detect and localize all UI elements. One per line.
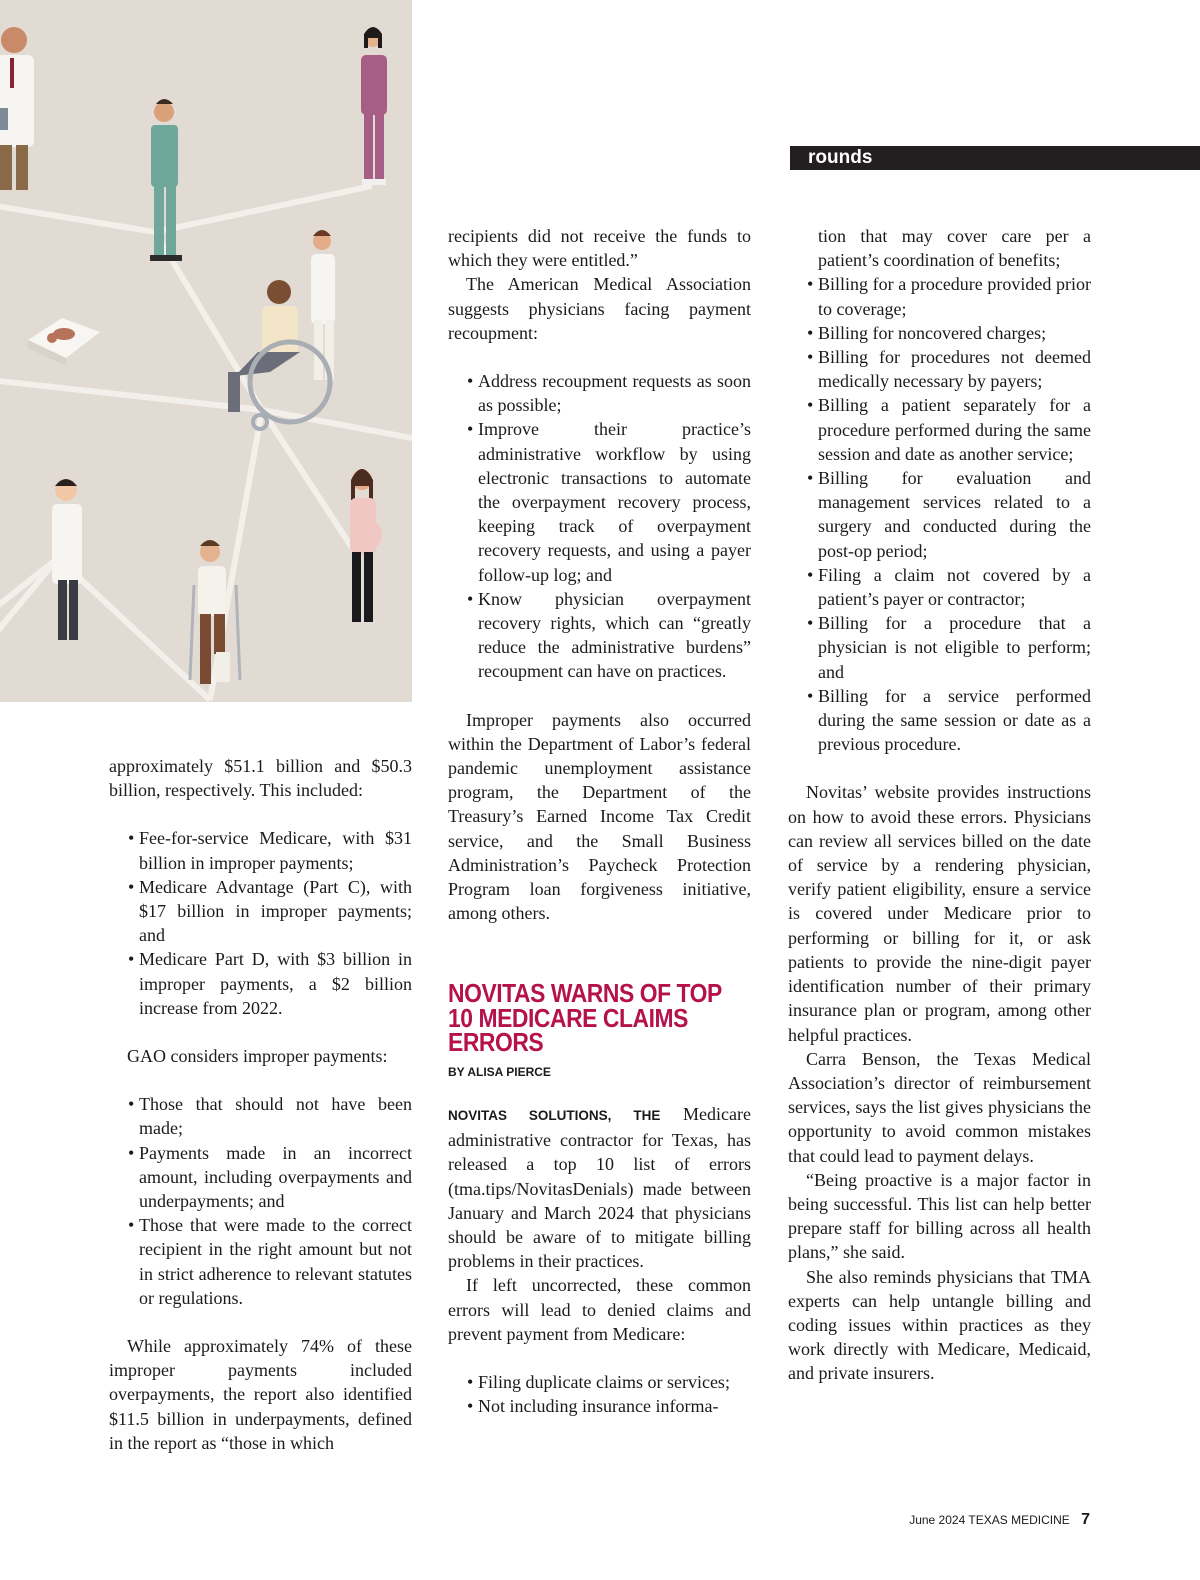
column-1 — [109, 754, 412, 1455]
section-bar — [790, 146, 1200, 170]
col1-bullets-2 — [109, 1092, 412, 1310]
col3-website: Novitas’ website provides instructions on how to avoid these errors. Physicians can review all services billed on the date of service by a rendering physician, verify patient eligibility, ensure a service is covered under Medicare prior to performing or billing for it, or ask patients to provide the nine-digit payer identification number of their primary insurance plan or program, among other helpful practices. — [788, 782, 1091, 1045]
article-headline: NOVITAS WARNS OF TOP 10 MEDICARE CLAIMS ERRORS — [448, 978, 722, 1058]
baby-tray-figure — [28, 318, 100, 366]
list-item: • Filing duplicate claims or services; — [448, 1370, 751, 1394]
lead-in: NOVITAS SOLUTIONS, THE — [448, 1107, 661, 1123]
list-item: • Billing for a procedure that a physician is not eligible to perform; and — [788, 611, 1091, 684]
column-2 — [448, 224, 751, 1418]
col2-improper-payments: Improper payments also occurred within the Department of Labor’s federal pandemic unemployment assistance program, the Department of the Treasury’s Earned Income Tax Credit service, and the Small Business Administration’s Paycheck Protection Program loan forgiveness initiative, among others. — [448, 709, 751, 924]
lead-rest: Medicare administrative contractor for Texas, has released a top 10 list of errors (tma.tips/NovitasDenials) made between January and March 2024 that physicians should be aware of to mitigate billing problems in their practices. — [448, 1103, 751, 1272]
col3-continuation: tion that may cover care per a patient’s coordination of benefits; — [818, 226, 1091, 271]
col3-reminds: She also reminds physicians that TMA experts can help untangle billing and coding issues within practices as they work directly with Medicare, Medicaid, and private insurers. — [788, 1266, 1091, 1384]
list-item: • Billing for a procedure provided prior to coverage; — [788, 272, 1091, 320]
list-item: • Medicare Part D, with $3 billion in improper payments, a $2 billion increase from 2022. — [109, 947, 412, 1020]
illustration-drawing — [0, 0, 412, 702]
list-item: • Payments made in an incorrect amount, including overpayments and underpayments; and — [109, 1141, 412, 1214]
doctor-figure-thinking — [52, 479, 82, 640]
list-item: • Those that should not have been made; — [109, 1092, 412, 1140]
column-3 — [788, 224, 1091, 1386]
col1-closing: While approximately 74% of these improper payments included overpayments, the report also identified $11.5 billion in underpayments, defined in the report as “those in which — [109, 1336, 412, 1453]
col2-continuation: recipients did not receive the funds to which they were entitled.” — [448, 226, 751, 271]
pregnant-woman-figure — [350, 469, 382, 622]
col2-lead-paragraph — [448, 1102, 751, 1273]
wheelchair-patient-figure — [228, 230, 335, 429]
col1-bullets-1 — [109, 826, 412, 1020]
list-item: • Billing for a service performed during the same session or date as a previous procedure. — [788, 684, 1091, 757]
nurse-figure-green — [150, 99, 182, 261]
list-item: • Filing a claim not covered by a patient’s payer or contractor; — [788, 563, 1091, 611]
page-footer — [909, 1510, 1090, 1530]
col1-intro: approximately $51.1 billion and $50.3 billion, respectively. This included: — [109, 756, 412, 801]
list-item: • Those that were made to the correct recipient in the right amount but not in strict adherence to relevant statutes or regulations. — [109, 1213, 412, 1310]
footer-date: June 2024 — [909, 1513, 966, 1527]
list-item: • Medicare Advantage (Part C), with $17 billion in improper payments; and — [109, 875, 412, 948]
col2-bullets-2 — [448, 1370, 751, 1418]
nurse-figure-purple — [361, 27, 387, 185]
col1-gao-intro: GAO considers improper payments: — [127, 1046, 388, 1067]
page-number: 7 — [1081, 1511, 1090, 1528]
list-item: • Billing a patient separately for a procedure performed during the same session and date as another service; — [788, 393, 1091, 466]
col3-quote: “Being proactive is a major factor in being successful. This list can help better prepare staff for billing across all health plans,” she said. — [788, 1169, 1091, 1263]
doctor-figure-topleft — [0, 27, 34, 190]
list-item: • Billing for noncovered charges; — [788, 321, 1091, 345]
list-item: • Address recoupment requests as soon as possible; — [448, 369, 751, 417]
col3-benson: Carra Benson, the Texas Medical Association’s director of reimbursement services, says the list gives physicians the opportunity to avoid common mistakes that could lead to payment delays. — [788, 1048, 1091, 1166]
article-byline: BY ALISA PIERCE — [448, 1064, 551, 1079]
list-item: • Improve their practice’s administrative workflow by using electronic transactions to automate the overpayment recovery process, keeping track of overpayment recovery requests, and using a payer follow-up log; and — [448, 417, 751, 586]
col3-bullets — [788, 272, 1091, 756]
list-item: • Billing for procedures not deemed medically necessary by payers; — [788, 345, 1091, 393]
healthcare-people-network-illustration — [0, 0, 412, 702]
col2-bullets — [448, 369, 751, 684]
footer-publication: TEXAS MEDICINE — [968, 1513, 1070, 1527]
list-item: • Billing for evaluation and management services related to a surgery and conducted during the post-op period; — [788, 466, 1091, 563]
col2-ama-intro: The American Medical Association suggests physicians facing payment recoupment: — [448, 274, 751, 343]
list-item: • Not including insurance informa- — [448, 1394, 751, 1418]
list-item: • Fee-for-service Medicare, with $31 billion in improper payments; — [109, 826, 412, 874]
col2-uncorrected: If left uncorrected, these common errors will lead to denied claims and prevent payment from Medicare: — [448, 1275, 751, 1344]
section-label: rounds — [808, 147, 873, 168]
list-item: • Know physician overpayment recovery rights, which can “greatly reduce the administrative burdens” recoupment can have on practices. — [448, 587, 751, 684]
